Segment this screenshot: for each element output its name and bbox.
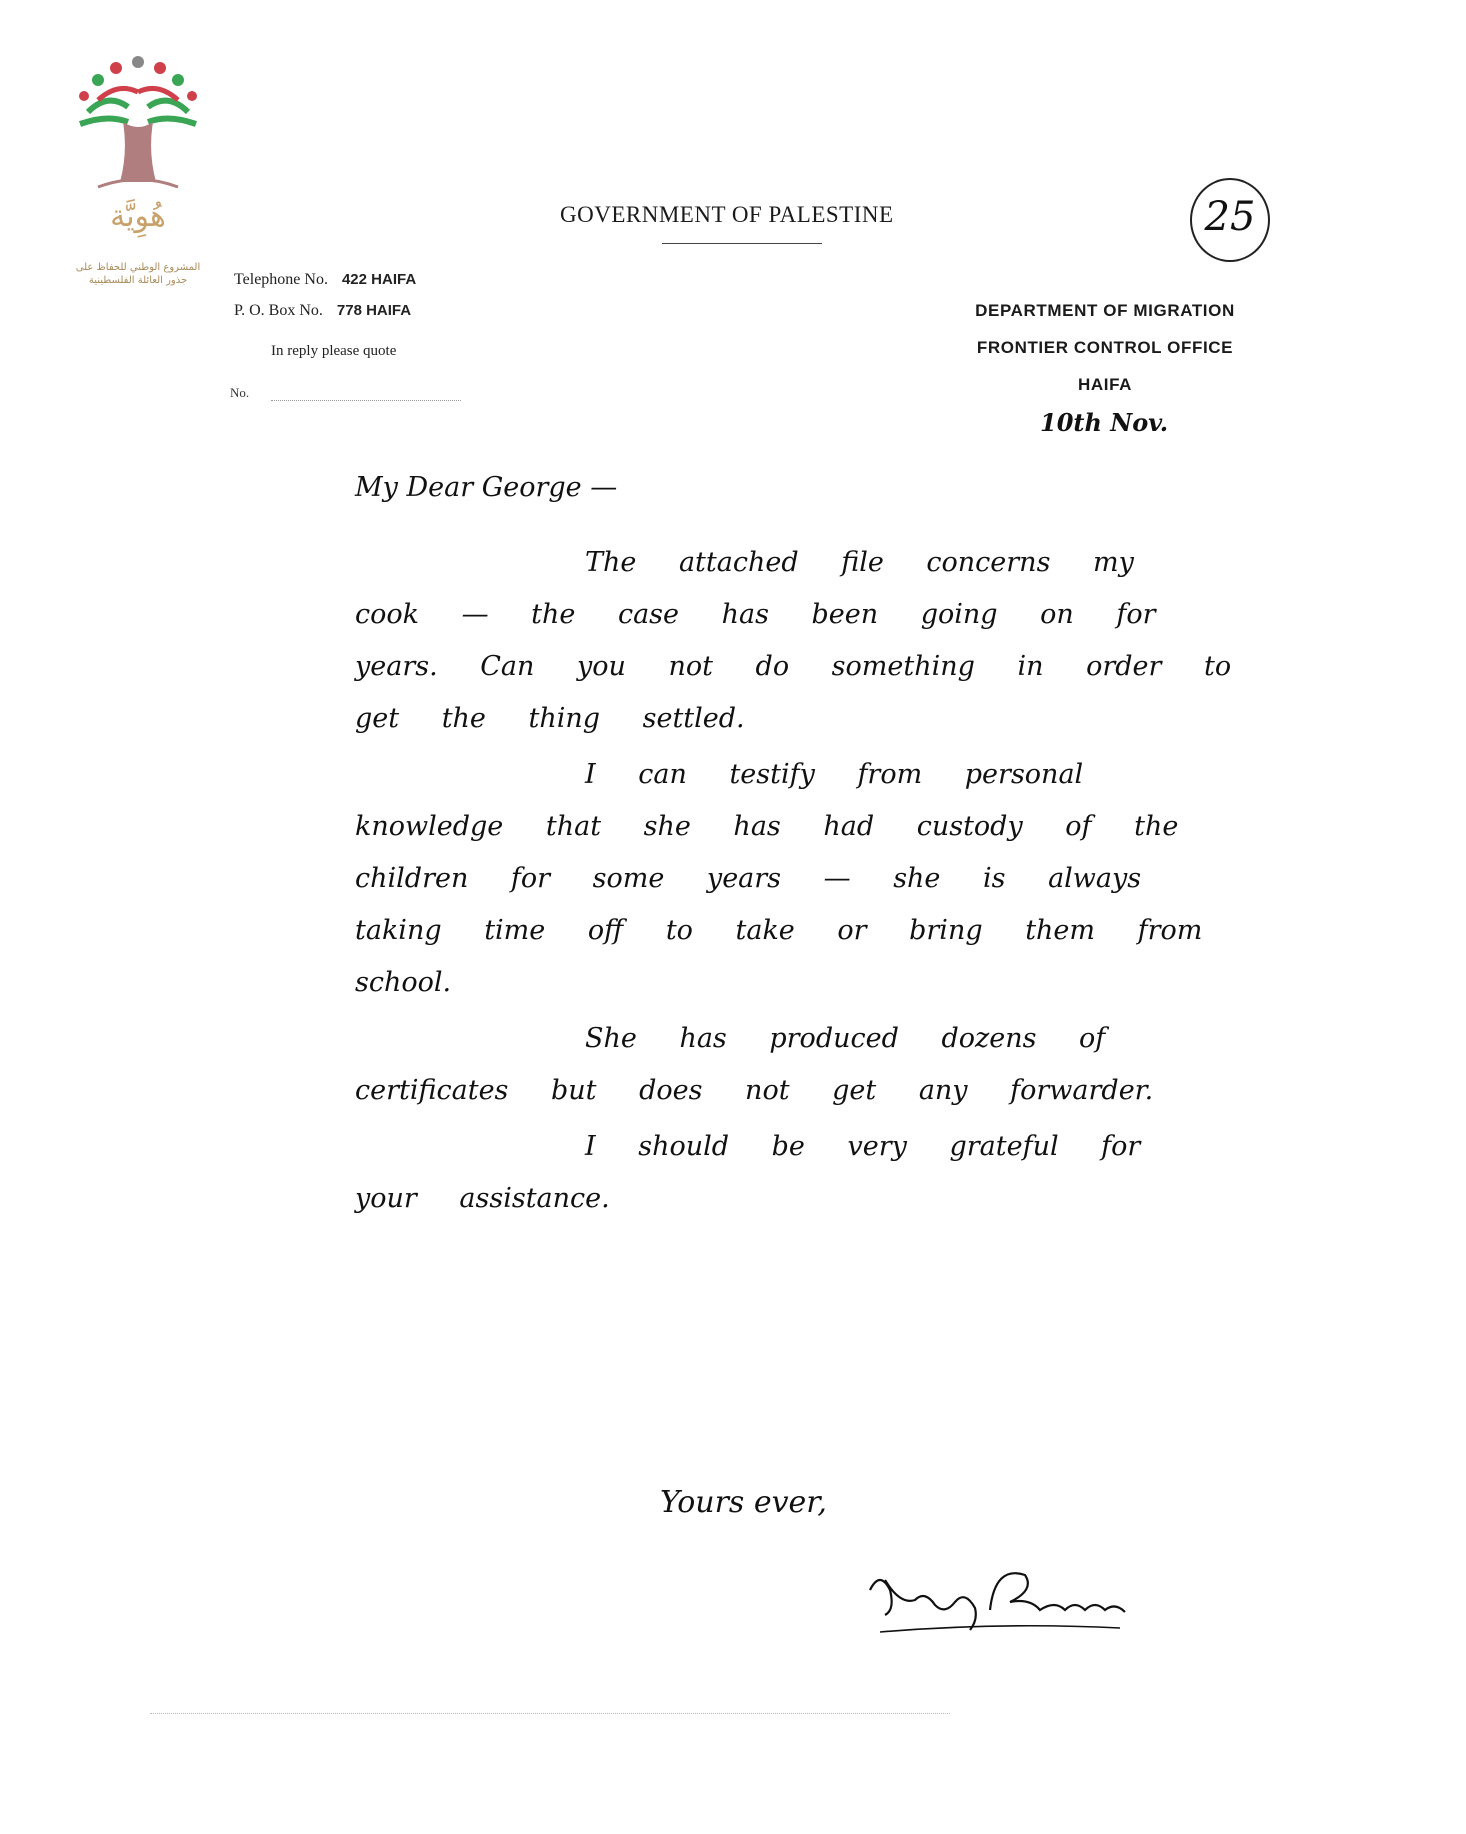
- logo-tagline-line2: جذور العائلة الفلسطينية: [88, 274, 188, 286]
- pobox-value: 778 HAIFA: [336, 302, 412, 319]
- paragraph-1: The attached file concerns my cook — the case has been going on for years. Can you not do something in order to get the thing settled.: [355, 547, 1232, 734]
- department-line-1: DEPARTMENT OF MIGRATION: [975, 301, 1235, 320]
- tree-with-people-logo-icon: [68, 52, 208, 202]
- logo-tagline: [58, 262, 218, 287]
- paragraph-2: I can testify from personal knowledge that she has had custody of the children for some years — she is always taking time off to take or bring them from school.: [355, 759, 1203, 998]
- signature: [860, 1560, 1140, 1640]
- telephone-line: [234, 264, 416, 295]
- logo-wordmark: هُوِيَّة: [110, 199, 166, 234]
- department-line-3: HAIFA: [1078, 375, 1132, 394]
- government-title: GOVERNMENT OF PALESTINE: [560, 202, 894, 227]
- contact-block: [234, 264, 416, 326]
- telephone-label: Telephone No.: [234, 271, 328, 288]
- footer-dotted-line: [150, 1712, 950, 1714]
- reference-number-label: No.: [230, 385, 250, 400]
- letter-body: [355, 472, 1255, 1229]
- department-line-2: FRONTIER CONTROL OFFICE: [976, 338, 1234, 357]
- paragraph-3: She has produced dozens of certificates but does not get any forwarder.: [355, 1023, 1154, 1106]
- pobox-label: P. O. Box No.: [234, 302, 323, 319]
- pobox-line: [234, 295, 416, 326]
- closing: Yours ever,: [660, 1485, 827, 1520]
- salutation: My Dear George —: [355, 472, 618, 503]
- folio-stamp: [1190, 178, 1270, 262]
- reference-number-blank: [271, 392, 461, 401]
- handwritten-signature-icon: [860, 1560, 1140, 1640]
- paragraph-4: I should be very grateful for your assistance.: [355, 1131, 1141, 1214]
- reply-note: In reply please quote: [271, 343, 397, 359]
- telephone-value: 422 HAIFA: [341, 271, 417, 288]
- title-underline: [662, 243, 822, 244]
- reference-number-line: [230, 385, 461, 401]
- department-block: [940, 292, 1270, 403]
- logo-tagline-line1: المشروع الوطني للحفاظ على: [75, 262, 201, 273]
- organization-logo: [68, 52, 208, 292]
- folio-number: 25: [1204, 194, 1256, 240]
- letter-date: 10th Nov.: [1040, 408, 1169, 437]
